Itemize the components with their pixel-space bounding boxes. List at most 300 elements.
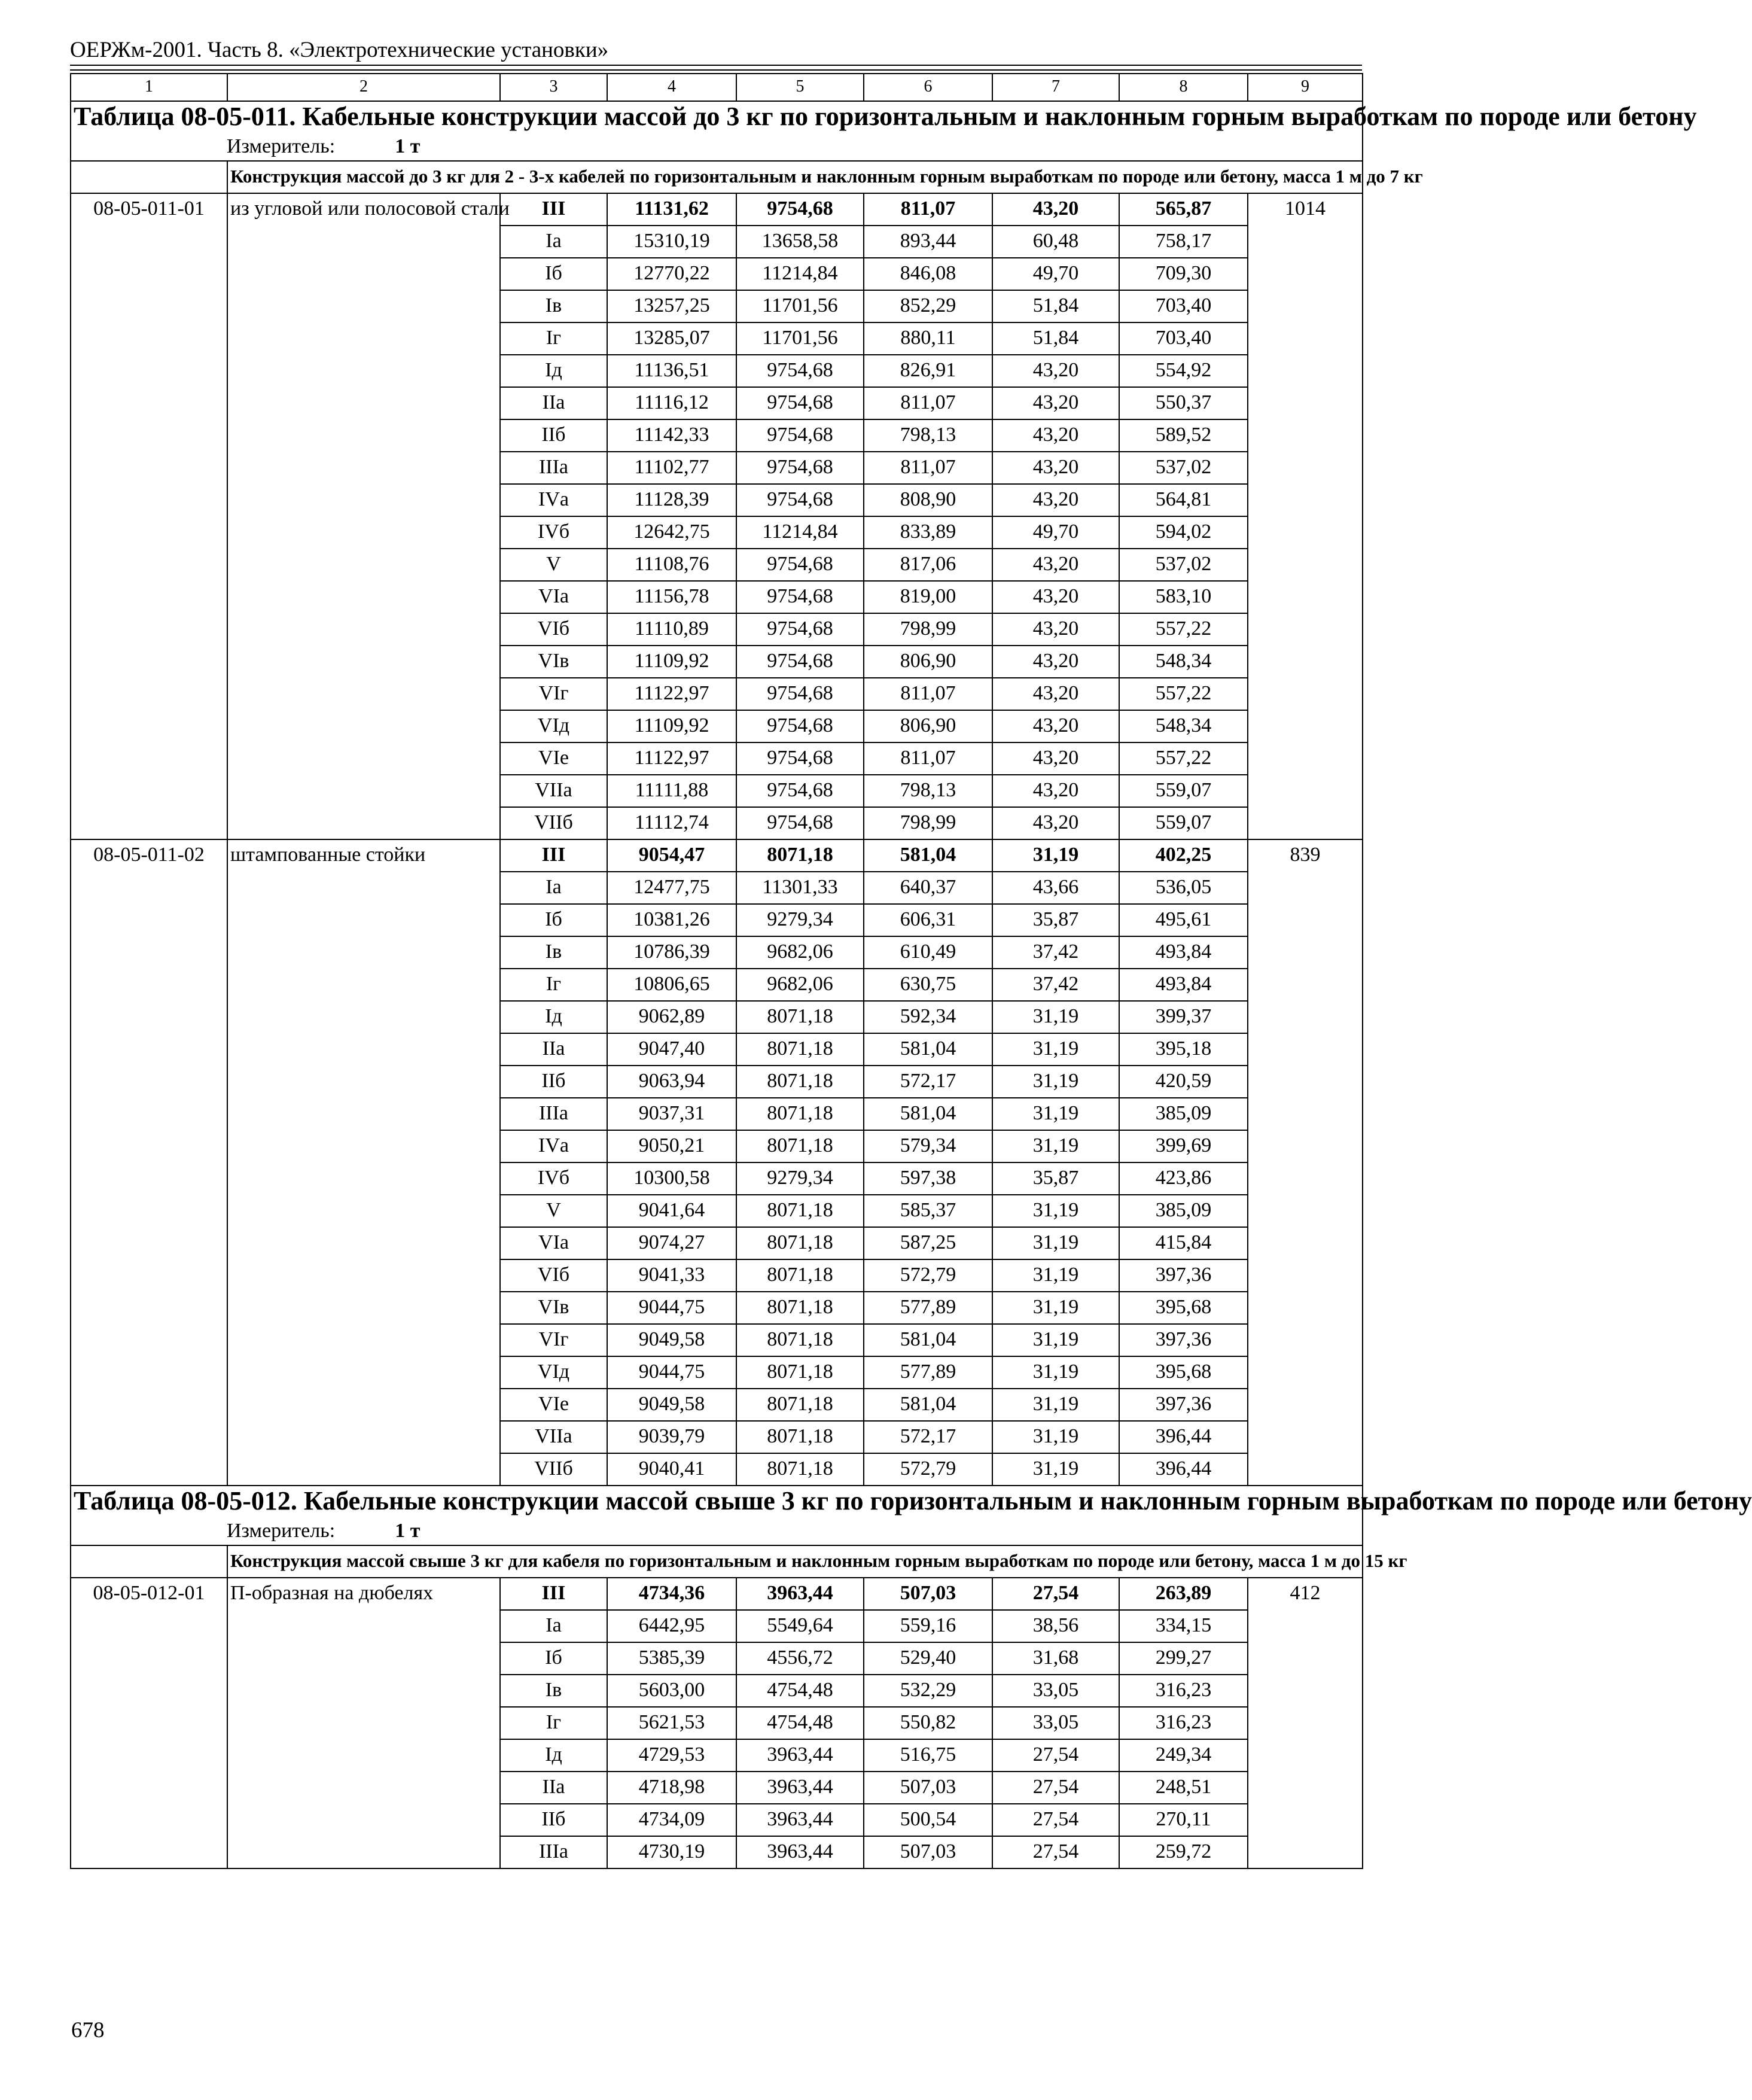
reference-number: 839 [1248,839,1363,1486]
region-code: VIе [500,742,607,775]
value-cell: 31,19 [992,1098,1119,1130]
value-cell: 507,03 [864,1836,992,1868]
region-code: III [500,1578,607,1610]
value-cell: 610,49 [864,936,992,969]
region-code: VIIб [500,1453,607,1486]
value-cell: 299,27 [1119,1642,1248,1675]
header-rule [70,65,1362,66]
value-cell: 852,29 [864,290,992,322]
value-cell: 819,00 [864,581,992,613]
value-cell: 248,51 [1119,1772,1248,1804]
value-cell: 811,07 [864,678,992,710]
value-cell: 798,13 [864,419,992,452]
value-cell: 31,19 [992,1421,1119,1453]
value-cell: 3963,44 [736,1772,864,1804]
value-cell: 559,07 [1119,775,1248,807]
table-caption-row [71,1486,1363,1545]
value-cell: 10806,65 [607,969,736,1001]
value-cell: 9754,68 [736,549,864,581]
value-cell: 35,87 [992,904,1119,936]
value-cell: 572,79 [864,1453,992,1486]
value-cell: 8071,18 [736,1195,864,1227]
value-cell: 316,23 [1119,1707,1248,1739]
value-cell: 5385,39 [607,1642,736,1675]
value-cell: 548,34 [1119,646,1248,678]
value-cell: 385,09 [1119,1098,1248,1130]
value-cell: 550,37 [1119,387,1248,419]
value-cell: 31,19 [992,1453,1119,1486]
rate-description: штампованные стойки [227,839,500,1486]
value-cell: 8071,18 [736,1001,864,1033]
column-number: 2 [227,74,500,101]
value-cell: 43,20 [992,807,1119,839]
value-cell: 3963,44 [736,1739,864,1772]
region-code: Iг [500,969,607,1001]
value-cell: 43,20 [992,710,1119,742]
value-cell: 415,84 [1119,1227,1248,1259]
region-code: IVб [500,1162,607,1195]
column-number: 9 [1248,74,1363,101]
value-cell: 395,68 [1119,1292,1248,1324]
value-cell: 11131,62 [607,193,736,226]
value-cell: 606,31 [864,904,992,936]
value-cell: 507,03 [864,1772,992,1804]
region-code: IIа [500,1033,607,1066]
value-cell: 5603,00 [607,1675,736,1707]
table-row [71,1578,1363,1610]
value-cell: 846,08 [864,258,992,290]
value-cell: 31,19 [992,1389,1119,1421]
header-rule-double [70,69,1362,71]
value-cell: 798,99 [864,807,992,839]
value-cell: 557,22 [1119,613,1248,646]
region-code: Iв [500,290,607,322]
rate-code: 08-05-011-01 [71,193,227,839]
value-cell: 395,18 [1119,1033,1248,1066]
value-cell: 334,15 [1119,1610,1248,1642]
value-cell: 259,72 [1119,1836,1248,1868]
value-cell: 495,61 [1119,904,1248,936]
column-number: 6 [864,74,992,101]
value-cell: 9754,68 [736,710,864,742]
region-code: III [500,193,607,226]
value-cell: 9754,68 [736,419,864,452]
value-cell: 35,87 [992,1162,1119,1195]
value-cell: 8071,18 [736,1066,864,1098]
value-cell: 10786,39 [607,936,736,969]
value-cell: 51,84 [992,290,1119,322]
subheading-row [71,1545,1363,1578]
value-cell: 43,20 [992,678,1119,710]
table-row [71,839,1363,872]
value-cell: 572,17 [864,1421,992,1453]
value-cell: 581,04 [864,1033,992,1066]
value-cell: 798,13 [864,775,992,807]
value-cell: 577,89 [864,1356,992,1389]
value-cell: 806,90 [864,710,992,742]
value-cell: 9062,89 [607,1001,736,1033]
value-cell: 9754,68 [736,742,864,775]
value-cell: 13285,07 [607,322,736,355]
value-cell: 4718,98 [607,1772,736,1804]
value-cell: 9754,68 [736,775,864,807]
region-code: IIа [500,387,607,419]
value-cell: 537,02 [1119,452,1248,484]
region-code: Iв [500,936,607,969]
rate-code: 08-05-012-01 [71,1578,227,1868]
region-code: VIIа [500,775,607,807]
section-subheading: Конструкция массой до 3 кг для 2 - 3-х кабелей по горизонтальным и наклонным горным выработкам по породе или бетону, масса 1 м до 7 кг [227,161,1363,193]
value-cell: 8071,18 [736,839,864,872]
value-cell: 11301,33 [736,872,864,904]
value-cell: 37,42 [992,936,1119,969]
value-cell: 399,37 [1119,1001,1248,1033]
value-cell: 592,34 [864,1001,992,1033]
value-cell: 397,36 [1119,1389,1248,1421]
value-cell: 8071,18 [736,1098,864,1130]
value-cell: 43,20 [992,419,1119,452]
value-cell: 31,19 [992,839,1119,872]
value-cell: 43,20 [992,646,1119,678]
value-cell: 703,40 [1119,322,1248,355]
region-code: IVа [500,1130,607,1162]
value-cell: 31,19 [992,1356,1119,1389]
value-cell: 9037,31 [607,1098,736,1130]
value-cell: 420,59 [1119,1066,1248,1098]
value-cell: 806,90 [864,646,992,678]
value-cell: 811,07 [864,452,992,484]
value-cell: 507,03 [864,1578,992,1610]
value-cell: 397,36 [1119,1259,1248,1292]
value-cell: 577,89 [864,1292,992,1324]
measure-line [74,133,1360,160]
blank-cell [71,1545,227,1578]
value-cell: 4734,09 [607,1804,736,1836]
value-cell: 316,23 [1119,1675,1248,1707]
value-cell: 12642,75 [607,516,736,549]
value-cell: 11142,33 [607,419,736,452]
region-code: VIе [500,1389,607,1421]
measure-line [74,1517,1360,1545]
value-cell: 9279,34 [736,1162,864,1195]
value-cell: 43,20 [992,193,1119,226]
value-cell: 811,07 [864,387,992,419]
value-cell: 817,06 [864,549,992,581]
region-code: IIб [500,1066,607,1098]
value-cell: 43,20 [992,775,1119,807]
table-caption-row [71,101,1363,161]
value-cell: 4556,72 [736,1642,864,1675]
value-cell: 8071,18 [736,1259,864,1292]
value-cell: 9754,68 [736,387,864,419]
region-code: Iд [500,1739,607,1772]
value-cell: 11128,39 [607,484,736,516]
value-cell: 3963,44 [736,1836,864,1868]
value-cell: 60,48 [992,226,1119,258]
value-cell: 31,19 [992,1001,1119,1033]
value-cell: 9040,41 [607,1453,736,1486]
value-cell: 12770,22 [607,258,736,290]
value-cell: 31,19 [992,1130,1119,1162]
value-cell: 8071,18 [736,1421,864,1453]
value-cell: 31,68 [992,1642,1119,1675]
value-cell: 5621,53 [607,1707,736,1739]
value-cell: 536,05 [1119,872,1248,904]
value-cell: 581,04 [864,1324,992,1356]
region-code: VIб [500,613,607,646]
value-cell: 37,42 [992,969,1119,1001]
region-code: VIг [500,1324,607,1356]
value-cell: 31,19 [992,1292,1119,1324]
value-cell: 43,66 [992,872,1119,904]
region-code: VIа [500,581,607,613]
region-code: VIIб [500,807,607,839]
reference-number: 412 [1248,1578,1363,1868]
page-number: 678 [71,2018,105,2043]
value-cell: 9754,68 [736,581,864,613]
value-cell: 43,20 [992,613,1119,646]
value-cell: 9041,64 [607,1195,736,1227]
value-cell: 833,89 [864,516,992,549]
measure-label: Измеритель: [227,135,336,157]
value-cell: 8071,18 [736,1389,864,1421]
region-code: VIг [500,678,607,710]
value-cell: 630,75 [864,969,992,1001]
value-cell: 8071,18 [736,1324,864,1356]
value-cell: 516,75 [864,1739,992,1772]
value-cell: 49,70 [992,516,1119,549]
value-cell: 43,20 [992,484,1119,516]
value-cell: 31,19 [992,1259,1119,1292]
table-title: Таблица 08-05-012. Кабельные конструкции массой свыше 3 кг по горизонтальным и наклонным горным выработкам по породе или бетону [74,1486,1752,1515]
region-code: Iд [500,355,607,387]
value-cell: 4729,53 [607,1739,736,1772]
value-cell: 11214,84 [736,516,864,549]
region-code: IIIа [500,452,607,484]
value-cell: 31,19 [992,1227,1119,1259]
value-cell: 11701,56 [736,322,864,355]
value-cell: 43,20 [992,387,1119,419]
value-cell: 9044,75 [607,1356,736,1389]
subheading-row [71,161,1363,193]
region-code: IIIа [500,1836,607,1868]
value-cell: 11109,92 [607,710,736,742]
value-cell: 33,05 [992,1675,1119,1707]
value-cell: 11156,78 [607,581,736,613]
value-cell: 31,19 [992,1195,1119,1227]
value-cell: 594,02 [1119,516,1248,549]
value-cell: 4754,48 [736,1707,864,1739]
value-cell: 395,68 [1119,1356,1248,1389]
value-cell: 811,07 [864,742,992,775]
value-cell: 9050,21 [607,1130,736,1162]
value-cell: 579,34 [864,1130,992,1162]
value-cell: 27,54 [992,1578,1119,1610]
region-code: VIд [500,710,607,742]
value-cell: 11122,97 [607,742,736,775]
region-code: V [500,549,607,581]
value-cell: 9682,06 [736,969,864,1001]
value-cell: 9682,06 [736,936,864,969]
column-number: 7 [992,74,1119,101]
region-code: Iг [500,322,607,355]
value-cell: 11112,74 [607,807,736,839]
value-cell: 798,99 [864,613,992,646]
value-cell: 559,16 [864,1610,992,1642]
value-cell: 399,69 [1119,1130,1248,1162]
value-cell: 27,54 [992,1804,1119,1836]
region-code: IVб [500,516,607,549]
region-code: IIа [500,1772,607,1804]
value-cell: 557,22 [1119,742,1248,775]
value-cell: 8071,18 [736,1130,864,1162]
column-number: 3 [500,74,607,101]
region-code: Iв [500,1675,607,1707]
value-cell: 11111,88 [607,775,736,807]
value-cell: 10300,58 [607,1162,736,1195]
value-cell: 559,07 [1119,807,1248,839]
value-cell: 4730,19 [607,1836,736,1868]
value-cell: 11109,92 [607,646,736,678]
value-cell: 758,17 [1119,226,1248,258]
measure-value: 1 т [395,135,421,157]
region-code: IIб [500,419,607,452]
value-cell: 27,54 [992,1739,1119,1772]
region-code: Iб [500,258,607,290]
value-cell: 249,34 [1119,1739,1248,1772]
value-cell: 550,82 [864,1707,992,1739]
value-cell: 581,04 [864,1389,992,1421]
value-cell: 9041,33 [607,1259,736,1292]
value-cell: 826,91 [864,355,992,387]
value-cell: 493,84 [1119,969,1248,1001]
value-cell: 9049,58 [607,1389,736,1421]
region-code: Iа [500,226,607,258]
rate-description: П-образная на дюбелях [227,1578,500,1868]
table-row [71,193,1363,226]
value-cell: 587,25 [864,1227,992,1259]
value-cell: 27,54 [992,1836,1119,1868]
value-cell: 493,84 [1119,936,1248,969]
value-cell: 27,54 [992,1772,1119,1804]
value-cell: 8071,18 [736,1033,864,1066]
region-code: VIIа [500,1421,607,1453]
value-cell: 11102,77 [607,452,736,484]
value-cell: 9754,68 [736,807,864,839]
region-code: Iб [500,1642,607,1675]
value-cell: 581,04 [864,1098,992,1130]
value-cell: 31,19 [992,1324,1119,1356]
value-cell: 811,07 [864,193,992,226]
running-title: ОЕРЖм-2001. Часть 8. «Электротехнические установки» [70,38,609,62]
value-cell: 15310,19 [607,226,736,258]
value-cell: 9039,79 [607,1421,736,1453]
value-cell: 43,20 [992,549,1119,581]
region-code: V [500,1195,607,1227]
value-cell: 402,25 [1119,839,1248,872]
value-cell: 581,04 [864,839,992,872]
column-number: 8 [1119,74,1248,101]
column-number: 1 [71,74,227,101]
value-cell: 9754,68 [736,484,864,516]
value-cell: 9054,47 [607,839,736,872]
blank-cell [71,161,227,193]
value-cell: 6442,95 [607,1610,736,1642]
value-cell: 51,84 [992,322,1119,355]
region-code: Iа [500,872,607,904]
value-cell: 396,44 [1119,1453,1248,1486]
value-cell: 263,89 [1119,1578,1248,1610]
value-cell: 11108,76 [607,549,736,581]
value-cell: 554,92 [1119,355,1248,387]
value-cell: 572,17 [864,1066,992,1098]
value-cell: 9063,94 [607,1066,736,1098]
column-number: 4 [607,74,736,101]
measure-label: Измеритель: [227,1520,336,1542]
value-cell: 703,40 [1119,290,1248,322]
value-cell: 38,56 [992,1610,1119,1642]
table-title: Таблица 08-05-011. Кабельные конструкции массой до 3 кг по горизонтальным и наклонным горным выработкам по породе или бетону [74,102,1697,131]
value-cell: 4754,48 [736,1675,864,1707]
region-code: Iд [500,1001,607,1033]
value-cell: 564,81 [1119,484,1248,516]
column-number: 5 [736,74,864,101]
value-cell: 43,20 [992,581,1119,613]
value-cell: 557,22 [1119,678,1248,710]
value-cell: 270,11 [1119,1804,1248,1836]
table-caption [71,1486,1752,1545]
value-cell: 8071,18 [736,1292,864,1324]
value-cell: 9754,68 [736,193,864,226]
value-cell: 572,79 [864,1259,992,1292]
rate-code: 08-05-011-02 [71,839,227,1486]
value-cell: 11136,51 [607,355,736,387]
region-code: VIд [500,1356,607,1389]
value-cell: 9754,68 [736,452,864,484]
value-cell: 12477,75 [607,872,736,904]
region-code: IIб [500,1804,607,1836]
value-cell: 9754,68 [736,646,864,678]
value-cell: 597,38 [864,1162,992,1195]
value-cell: 8071,18 [736,1453,864,1486]
value-cell: 500,54 [864,1804,992,1836]
value-cell: 9279,34 [736,904,864,936]
value-cell: 9754,68 [736,613,864,646]
value-cell: 13658,58 [736,226,864,258]
value-cell: 31,19 [992,1066,1119,1098]
value-cell: 43,20 [992,452,1119,484]
value-cell: 11116,12 [607,387,736,419]
value-cell: 43,20 [992,355,1119,387]
rate-description: из угловой или полосовой стали [227,193,500,839]
region-code: III [500,839,607,872]
value-cell: 3963,44 [736,1804,864,1836]
value-cell: 49,70 [992,258,1119,290]
region-code: IIIа [500,1098,607,1130]
value-cell: 9074,27 [607,1227,736,1259]
table-caption [71,101,1697,161]
value-cell: 709,30 [1119,258,1248,290]
value-cell: 396,44 [1119,1421,1248,1453]
value-cell: 3963,44 [736,1578,864,1610]
region-code: VIб [500,1259,607,1292]
value-cell: 532,29 [864,1675,992,1707]
column-number-row [71,74,1363,101]
value-cell: 33,05 [992,1707,1119,1739]
value-cell: 9049,58 [607,1324,736,1356]
value-cell: 397,36 [1119,1324,1248,1356]
value-cell: 11214,84 [736,258,864,290]
